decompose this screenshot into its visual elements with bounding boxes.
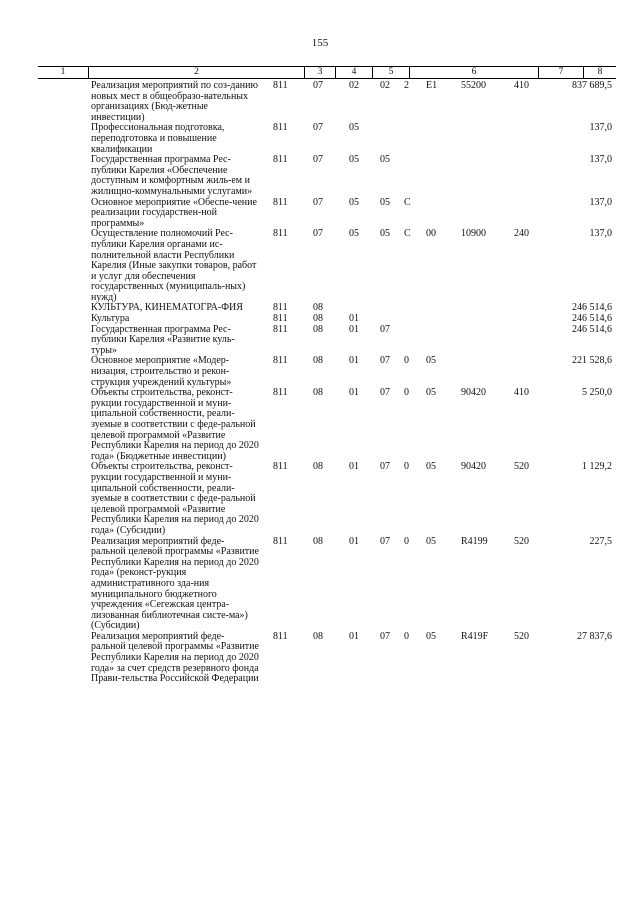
- row-description: Государственная программа Рес-публики Карелия «Развитие куль-туры»: [91, 323, 235, 356]
- row-col-6c: 05: [426, 630, 436, 642]
- row-amount: 137,0: [589, 228, 612, 240]
- row-col-6b: 2: [404, 80, 409, 91]
- row-col-6b: 0: [404, 535, 409, 547]
- row-col-5: 05: [349, 196, 359, 208]
- row-col-5: 05: [349, 122, 359, 134]
- row-col-4: 07: [313, 228, 323, 240]
- row-col-6c: 05: [426, 387, 436, 399]
- row-description: Осуществление полномочий Рес-публики Карелия органами ис-полнительной власти Республики Карелия (Иные закупки товаров, работ и услуг для обеспечения государственных (муниципаль-ных) нужд): [91, 228, 257, 303]
- row-col-6a: 07: [380, 535, 390, 547]
- row-col-6a: 05: [380, 154, 390, 166]
- row-col-3: 811: [273, 323, 288, 335]
- table-row: [0, 198, 640, 230]
- row-col-6d: R419F: [461, 630, 489, 642]
- row-col-4: 07: [313, 154, 323, 166]
- row-amount: 837 689,5: [572, 80, 612, 91]
- row-col-4: 07: [313, 196, 323, 208]
- row-col-6d: 55200: [461, 80, 486, 91]
- row-col-7: 520: [514, 461, 529, 473]
- column-header-1: 1: [60, 67, 66, 77]
- row-col-3: 811: [273, 535, 288, 547]
- row-col-3: 811: [273, 387, 288, 399]
- row-col-6b: 0: [404, 461, 409, 473]
- row-description: Культура: [91, 313, 130, 325]
- row-col-6c: E1: [426, 80, 438, 91]
- row-col-6d: R4199: [461, 535, 488, 547]
- row-col-5: 05: [349, 228, 359, 240]
- row-col-7: 410: [514, 387, 529, 399]
- column-header-4: 4: [351, 67, 357, 77]
- table-body: [0, 81, 640, 685]
- row-description: Реализация мероприятий по соз-данию новых мест в общеобразо-вательных организациях (Бюд-жетные инвестиции): [91, 80, 258, 123]
- row-col-3: 811: [273, 355, 288, 367]
- row-col-3: 811: [273, 154, 288, 166]
- row-col-7: 410: [514, 80, 529, 91]
- column-header-6: 6: [471, 67, 477, 77]
- row-col-6c: 00: [426, 228, 436, 240]
- row-description: Основное мероприятие «Обеспе-чение реализации государствен-ной программы»: [91, 196, 257, 229]
- row-col-4: 08: [313, 302, 323, 314]
- row-col-6a: 05: [380, 228, 390, 240]
- row-col-4: 08: [313, 461, 323, 473]
- row-amount: 137,0: [589, 122, 612, 134]
- row-col-5: 01: [349, 535, 359, 547]
- row-amount: 5 250,0: [582, 387, 612, 399]
- column-header-5: 5: [388, 67, 394, 77]
- row-col-4: 08: [313, 387, 323, 399]
- row-amount: 1 129,2: [582, 461, 612, 473]
- row-col-6a: 07: [380, 387, 390, 399]
- row-col-6b: 0: [404, 387, 409, 399]
- row-description: Основное мероприятие «Модер-низация, строительство и рекон-струкция учреждений культуры»: [91, 355, 232, 388]
- row-col-7: 520: [514, 535, 529, 547]
- table-row: [0, 356, 640, 388]
- row-col-6a: 07: [380, 355, 390, 367]
- row-col-4: 07: [313, 122, 323, 134]
- column-header-2: 2: [194, 67, 199, 77]
- row-col-6b: 0: [404, 630, 409, 642]
- row-col-3: 811: [273, 228, 288, 240]
- row-col-6a: 07: [380, 630, 390, 642]
- row-col-5: 02: [349, 80, 359, 91]
- row-col-3: 811: [273, 313, 288, 325]
- row-col-6a: 05: [380, 196, 390, 208]
- row-description: Реализация мероприятий феде-ральной целевой программы «Развитие Республики Карелия на период до 2020 года» (реконст-рукция административного зда-ния муниципального бюджетного учреждения «Сегежская центра-лизованная библиотечная систе-ма») (Субсидии): [91, 535, 259, 632]
- row-col-4: 08: [313, 313, 323, 325]
- row-amount: 246 514,6: [572, 323, 612, 335]
- row-col-5: 01: [349, 630, 359, 642]
- table-row: [0, 325, 640, 357]
- row-col-6b: 0: [404, 355, 409, 367]
- row-col-6d: 90420: [461, 461, 486, 473]
- column-header-8: 8: [597, 67, 603, 77]
- row-col-3: 811: [273, 196, 288, 208]
- table-row: [0, 155, 640, 197]
- table-row: [0, 388, 640, 462]
- row-col-6b: С: [404, 196, 411, 208]
- table-row: [0, 632, 640, 685]
- row-col-5: 01: [349, 461, 359, 473]
- row-amount: 221 528,6: [572, 355, 612, 367]
- row-col-3: 811: [273, 461, 288, 473]
- row-col-3: 811: [273, 80, 288, 91]
- row-description: Профессиональная подготовка, переподготовка и повышение квалификации: [91, 122, 225, 155]
- row-col-6a: 07: [380, 461, 390, 473]
- row-col-6c: 05: [426, 535, 436, 547]
- row-amount: 137,0: [589, 196, 612, 208]
- row-amount: 137,0: [589, 154, 612, 166]
- row-col-5: 01: [349, 355, 359, 367]
- row-col-5: 05: [349, 154, 359, 166]
- row-description: Государственная программа Рес-публики Карелия «Обеспечение доступным и комфортным жиль-ем и жилищно-коммунальными услугами»: [91, 154, 253, 197]
- table-row: [0, 229, 640, 303]
- row-col-4: 08: [313, 323, 323, 335]
- table-header: [38, 66, 616, 79]
- row-col-7: 520: [514, 630, 529, 642]
- column-header-7: 7: [558, 67, 564, 77]
- row-description: Объекты строительства, реконст-рукции государственной и муни-ципальной собственности, реали-зуемые в соответствии с феде-ральной целевой программой «Развитие Республики Карелия на период до 2020 года» (Бюджетные инвестиции): [91, 387, 259, 462]
- table-row: [0, 462, 640, 536]
- row-col-5: 01: [349, 313, 359, 325]
- row-col-6b: С: [404, 228, 411, 240]
- row-col-3: 811: [273, 302, 288, 314]
- row-amount: 246 514,6: [572, 302, 612, 314]
- row-col-6d: 10900: [461, 228, 486, 240]
- table-row: [0, 537, 640, 632]
- row-col-4: 08: [313, 535, 323, 547]
- row-col-3: 811: [273, 630, 288, 642]
- page-number: 155: [311, 37, 329, 49]
- row-col-4: 07: [313, 80, 323, 91]
- row-col-7: 240: [514, 228, 529, 240]
- row-description: Реализация мероприятий феде-ральной целевой программы «Развитие Республики Карелия на период до 2020 года» за счет средств резервного фонда Прави-тельства Российской Федерации: [91, 630, 259, 685]
- row-col-5: 01: [349, 387, 359, 399]
- row-description: Объекты строительства, реконст-рукции государственной и муни-ципальной собственности, реали-зуемые в соответствии с феде-ральной целевой программой «Развитие Республики Карелия на период до 2020 года» (Субсидии): [91, 461, 259, 536]
- column-header-3: 3: [317, 67, 323, 77]
- row-col-5: 01: [349, 323, 359, 335]
- row-col-6c: 05: [426, 461, 436, 473]
- row-col-4: 08: [313, 355, 323, 367]
- row-col-6c: 05: [426, 355, 436, 367]
- table-row: [0, 123, 640, 155]
- row-amount: 227,5: [589, 535, 612, 547]
- row-col-4: 08: [313, 630, 323, 642]
- table-row: [0, 81, 640, 123]
- row-col-6a: 07: [380, 323, 390, 335]
- row-col-6d: 90420: [461, 387, 486, 399]
- row-description: КУЛЬТУРА, КИНЕМАТОГРА-ФИЯ: [91, 302, 243, 314]
- row-col-6a: 02: [380, 80, 390, 91]
- row-amount: 27 837,6: [577, 630, 612, 642]
- row-col-3: 811: [273, 122, 288, 134]
- row-amount: 246 514,6: [572, 313, 612, 325]
